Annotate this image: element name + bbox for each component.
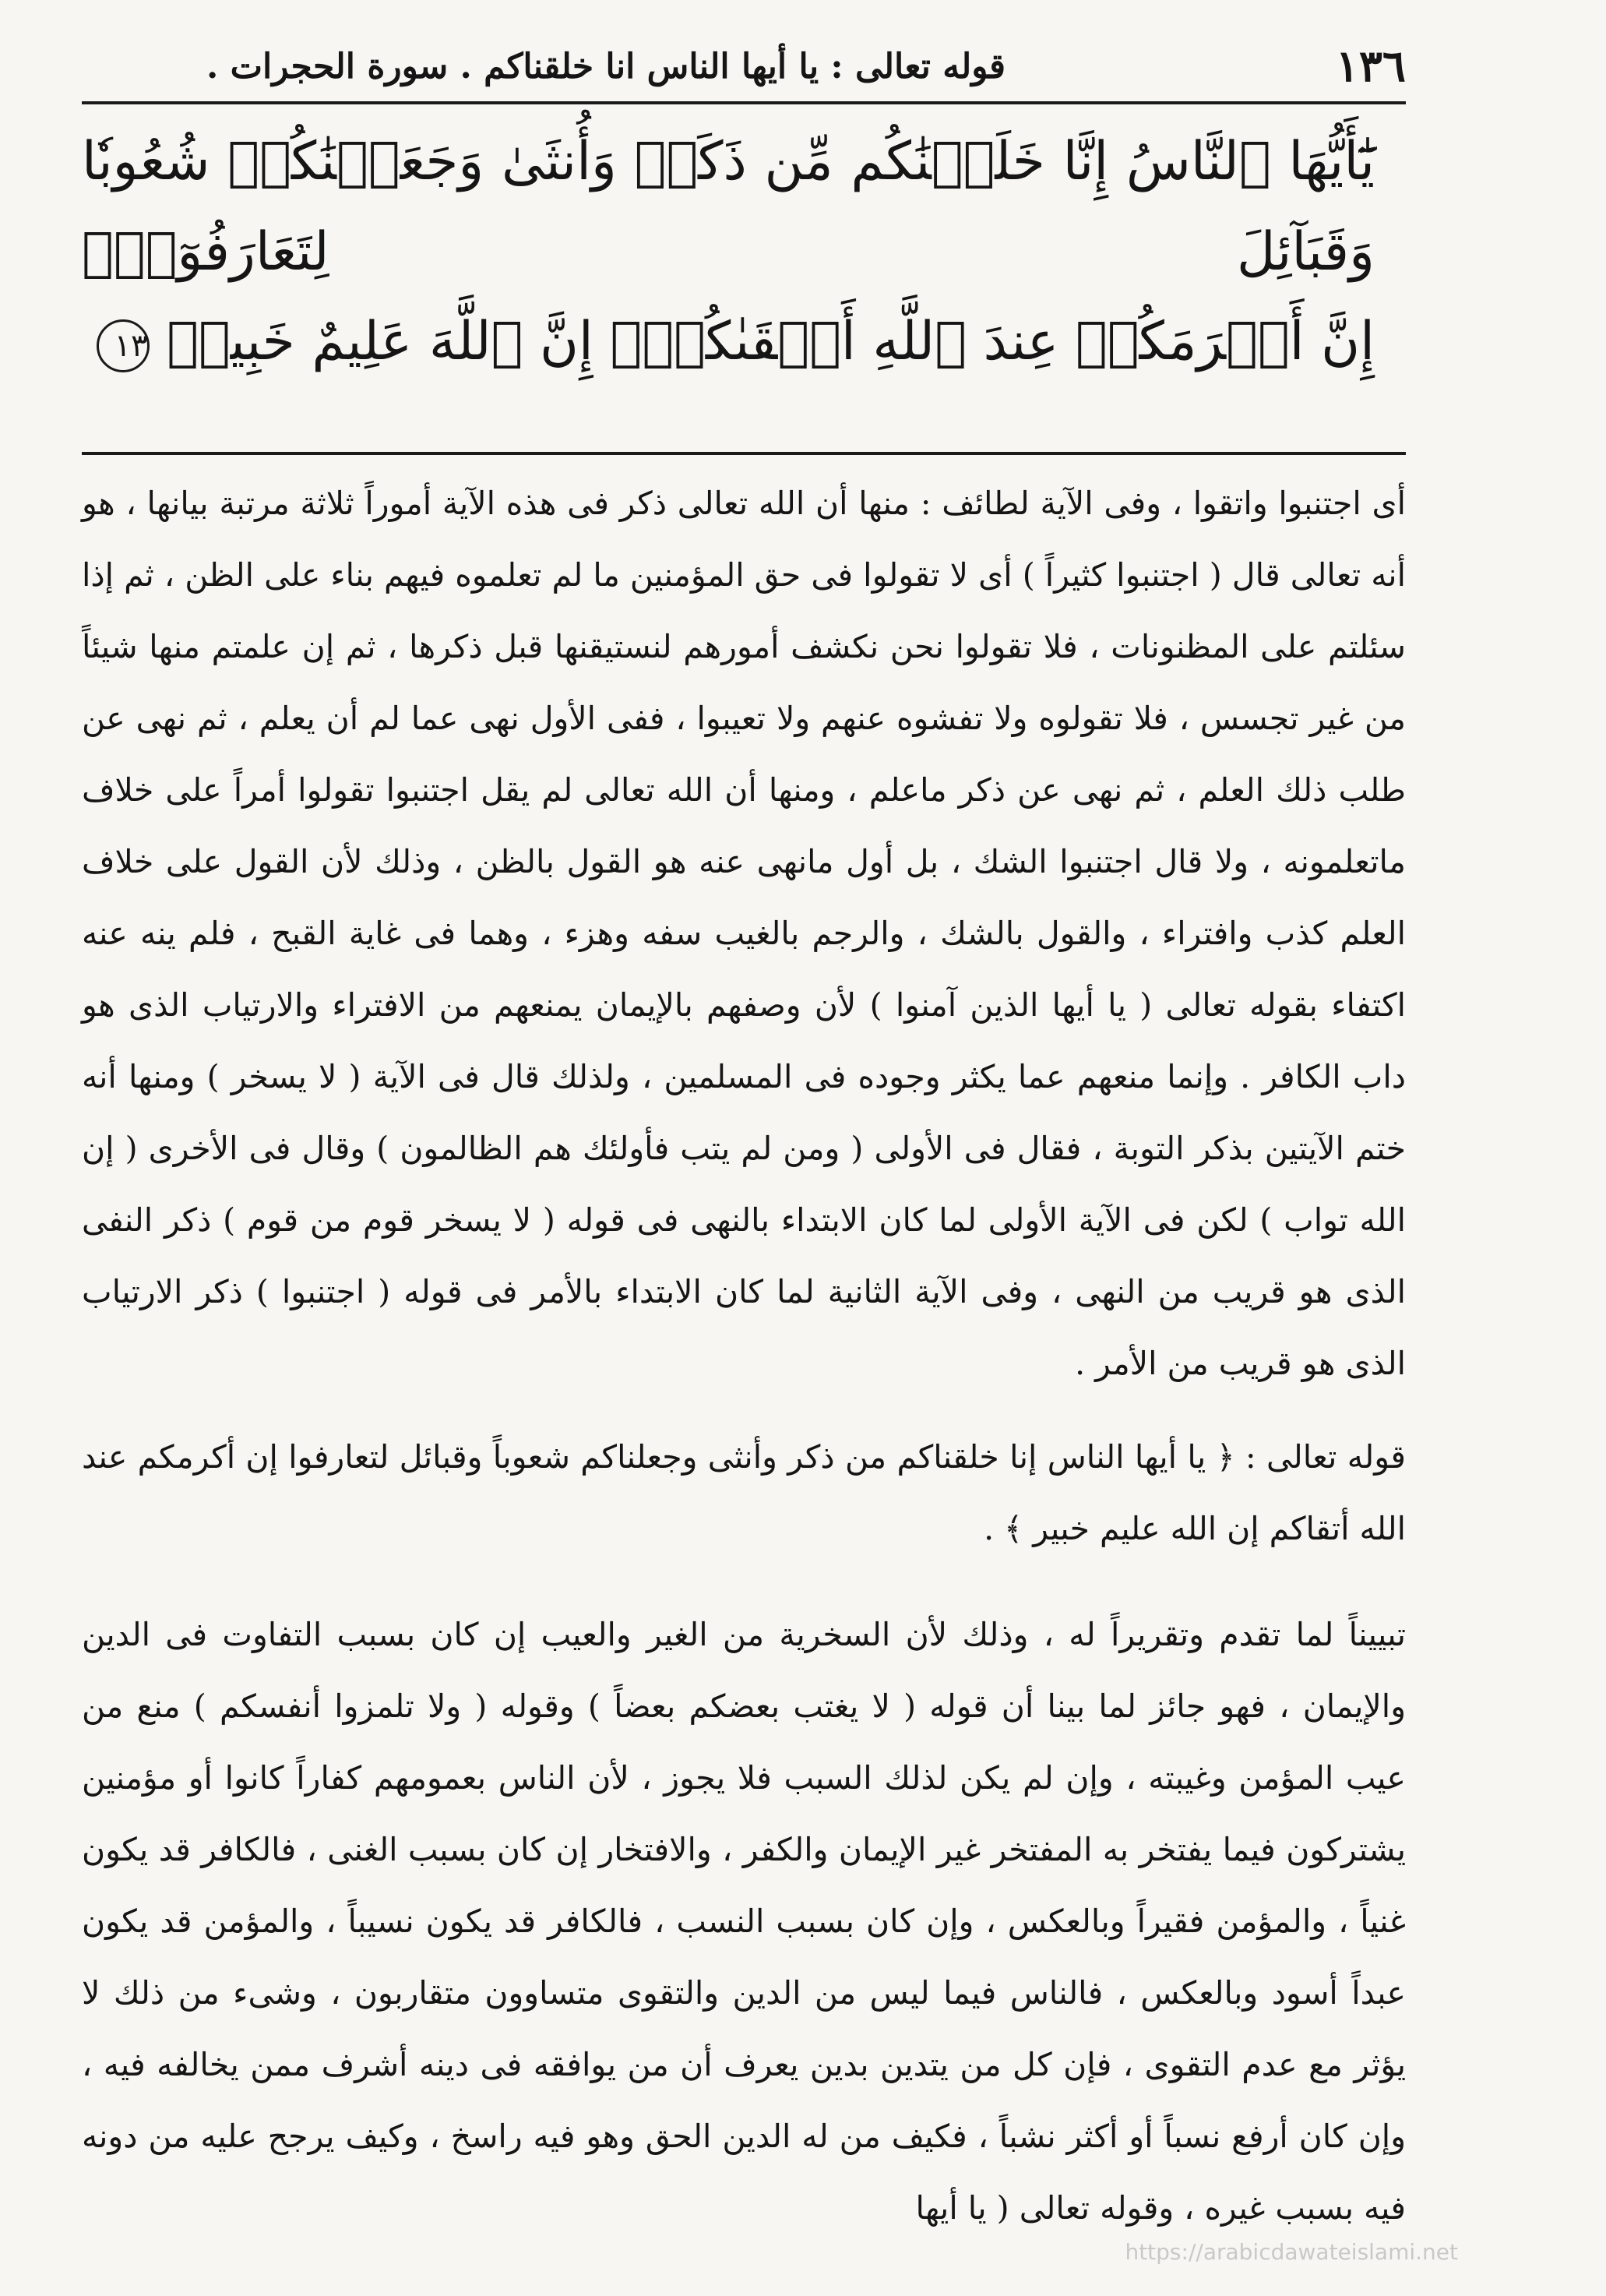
verse-line-1: يَٰٓأَيُّهَا ٱلنَّاسُ إِنَّا خَلَقۡنَٰكُم مِّن ذَكَرٖ وَأُنثَىٰ وَجَعَلۡنَٰكُمۡ شُعُوبٗا وَقَبَآئِلَ لِتَعَارَفُوٓاْۚ: [82, 131, 1375, 283]
document-page: [82, 31, 1406, 2259]
ayah-number-marker: ١٣: [97, 319, 150, 372]
running-header: [82, 31, 1406, 104]
commentary-text: [82, 467, 1406, 2244]
verse-line-2-text: إِنَّ أَكۡرَمَكُمۡ عِندَ ٱللَّهِ أَتۡقَىٰكُمۡۚ إِنَّ ٱللَّهَ عَلِيمٌ خَبِيرٞ: [167, 311, 1375, 373]
verse-quotation-paragraph: قوله تعالى : ﴿ يا أيها الناس إنا خلقناكم من ذكر وأنثى وجعلناكم شعوباً وقبائل لتعارفوا إن أكرمكم عند الله أتقاكم إن الله عليم خبير ﴾ .: [82, 1438, 1406, 1547]
separator-rule: [82, 452, 1406, 455]
commentary-paragraph-2: تبييناً لما تقدم وتقريراً له ، وذلك لأن السخرية من الغير والعيب إن كان بسبب التفاوت فى الدين والإيمان ، فهو جائز لما بينا أن قوله ( لا يغتب بعضكم بعضاً ) وقوله ( ولا تلمزوا أنفسكم ) منع من عيب المؤمن وغيبته ، وإن لم يكن لذلك السبب فلا يجوز ، لأن الناس بعمومهم كفاراً كانوا أو مؤمنين يشتركون فيما يفتخر به المفتخر غير الإيمان والكفر ، والافتخار إن كان بسبب الغنى ، فالكافر قد يكون غنياً ، والمؤمن فقيراً وبالعكس ، وإن كان بسبب النسب ، فالكافر قد يكون نسيباً ، والمؤمن قد يكون عبداً أسود وبالعكس ، فالناس فيما ليس من الدين والتقوى متساوون متقاربون ، وشىء من ذلك لا يؤثر مع عدم التقوى ، فإن كل من يتدين بدين يعرف أن من يوافقه فى دينه أشرف ممن يخالفه فيه ، وإن كان أرفع نسباً أو أكثر نشباً ، فكيف من له الدين الحق وهو فيه راسخ ، وكيف يرجح عليه من دونه فيه بسبب غيره ، وقوله تعالى ( يا أيها: [82, 1616, 1406, 2227]
commentary-paragraph-1: أى اجتنبوا واتقوا ، وفى الآية لطائف : منها أن الله تعالى ذكر فى هذه الآية أموراً ثلاثة مرتبة بيانها ، هو أنه تعالى قال ( اجتنبوا كثيراً ) أى لا تقولوا فى حق المؤمنين ما لم تعلموه فيهم بناء على الظن ، ثم إذا سئلتم على المظنونات ، فلا تقولوا نحن نكشف أمورهم لنستيقنها قبل ذكرها ، ثم إن علمتم منها شيئاً من غير تجسس ، فلا تقولوه ولا تفشوه عنهم ولا تعيبوا ، ففى الأول نهى عما لم أن يعلم ، ثم نهى عن طلب ذلك العلم ، ثم نهى عن ذكر ماعلم ، ومنها أن الله تعالى لم يقل اجتنبوا تقولوا أمراً على خلاف ماتعلمونه ، ولا قال اجتنبوا الشك ، بل أول مانهى عنه هو القول بالظن ، وذلك لأن القول على خلاف العلم كذب وافتراء ، والقول بالشك ، والرجم بالغيب سفه وهزء ، وهما فى غاية القبح ، فلم ينه عنه اكتفاء بقوله تعالى ( يا أيها الذين آمنوا ) لأن وصفهم بالإيمان يمنعهم من الافتراء والارتياب الذى هو داب الكافر . وإنما منعهم عما يكثر وجوده فى المسلمين ، ولذلك قال فى الآية ( لا يسخر ) ومنها أنه ختم الآيتين بذكر التوبة ، فقال فى الأولى ( ومن لم يتب فأولئك هم الظالمون ) وقال فى الأخرى ( إن الله تواب ) لكن فى الآية الأولى لما كان الابتداء بالنهى فى قوله ( لا يسخر قوم من قوم ) ذكر النفى الذى هو قريب من النهى ، وفى الآية الثانية لما كان الابتداء بالأمر فى قوله ( اجتنبوا ) ذكر الارتياب الذى هو قريب من الأمر .: [82, 485, 1406, 1382]
verse-line-2: [82, 297, 1406, 387]
header-title: قوله تعالى : يا أيها الناس انا خلقناكم . سورة الحجرات .: [206, 46, 1006, 86]
quran-verse-block: [82, 117, 1406, 444]
page-number: ١٣٦: [1335, 41, 1406, 92]
source-watermark: https://arabicdawateislami.net: [1125, 2239, 1458, 2265]
